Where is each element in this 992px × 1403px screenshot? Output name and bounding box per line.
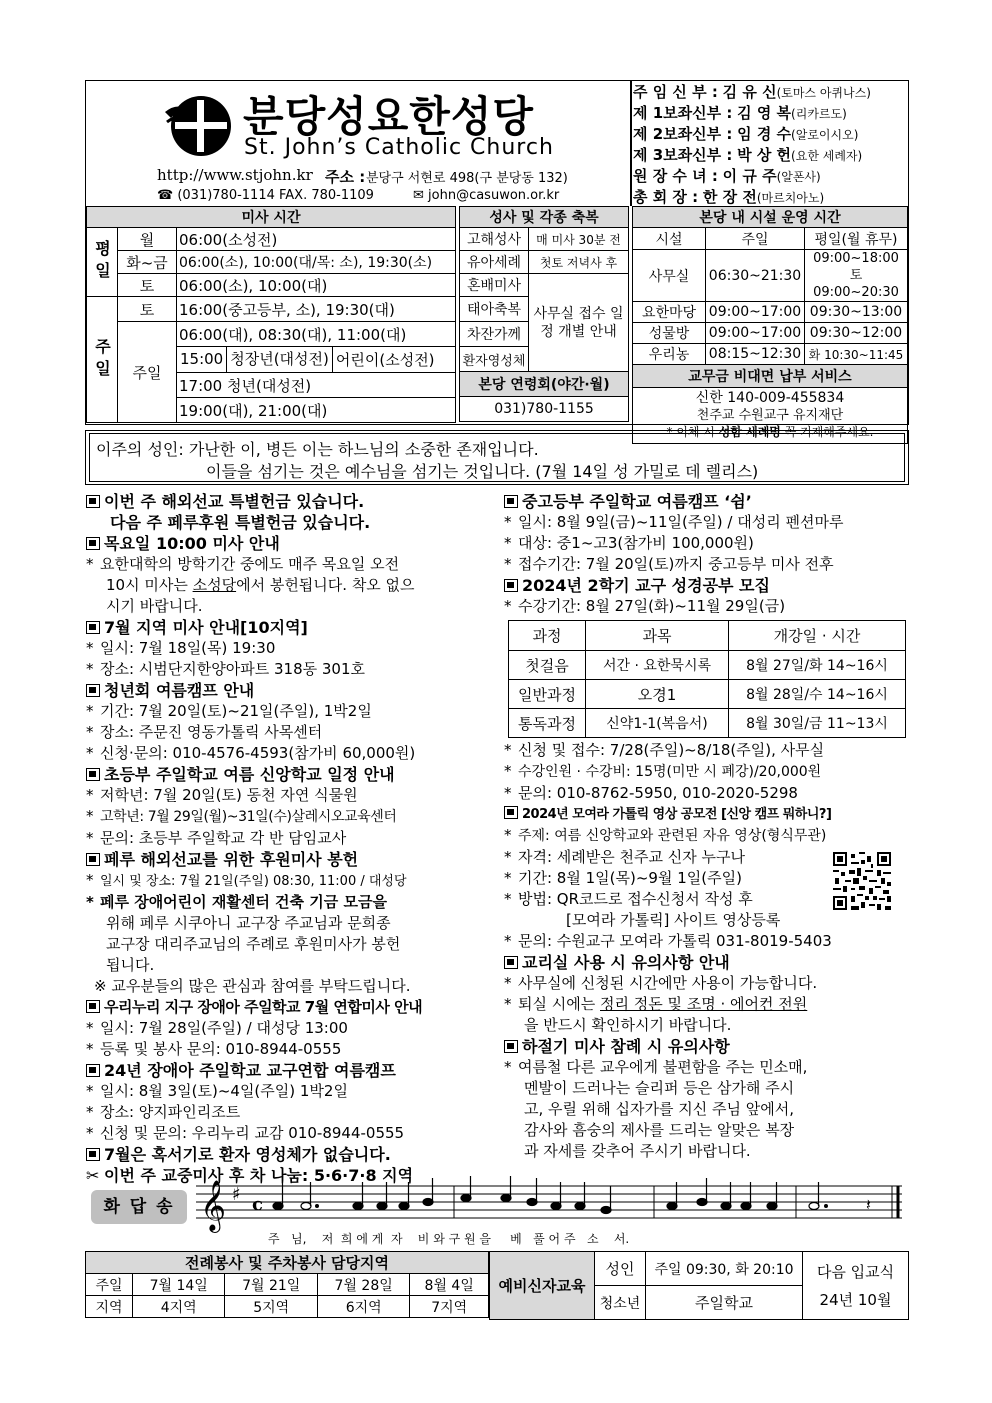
notice-title: 교리실 사용 시 유의사항 안내 [522,953,730,972]
notice-title: 다음 주 페루후원 특별헌금 있습니다. [110,513,371,532]
clergy-baptismal: (알폰사) [776,170,821,184]
catechumen-title: 예비신자교육 [490,1252,595,1320]
clergy-baptismal: (리카르도) [791,107,847,121]
clergy-role: 제 2보좌신부 : [633,125,733,143]
clergy-role: 주 임 신 부 : [633,83,718,101]
notice-icon [86,853,100,866]
clergy-row [633,166,907,187]
saint-line-1: 이주의 성인: 가난한 이, 병든 이는 하느님의 소중한 존재입니다. [96,440,539,459]
notice-icon [504,1040,518,1053]
address-text: 분당구 서현로 498(구 분당동 132) [366,171,568,186]
qr-code-icon[interactable] [833,852,891,910]
notice-text: 일시: 7월 18일(목) 19:30 [100,639,276,657]
notice-icon [86,684,100,697]
bs-header: 과목 [586,621,729,651]
notice-text: 고, 우릴 위해 십자가를 지신 주님 앞에서, [524,1100,794,1118]
notice-title: 중고등부 주일학교 여름캠프 ‘쉼’ [522,492,752,511]
clergy-row [633,145,907,166]
right-column: 중고등부 주일학교 여름캠프 ‘쉼’ * 일시: 8월 9일(금)~11일(주일) / 대성리 펜션마루 * 대상: 중1~고3(참가비 100,000원) * 접수기간: 7월 20일(토)까지 중고등부 미사 전후 2024년 2학기 교구 성경공부 모집 * 수강기간: 8월 27일(화)~11월 29일(금) 과정 과목 개강일 · 시간 첫걸음 서간 · 요한묵시록 8월 27일/화 14~16시 일반과정 오경1 8월 28일/수 14~16시 통독과정 신약1-1(복음서) 8월 30일/금 11~13시 * 신청 및 접수: 7/28(주일)~8/18(주일), 사무실 * 수강인원 · 수강비: 15명(미만 시 폐강)/20,000원 * 문의: 010-8762-5950, 010-2020-5298 2024년 모여라 가톨릭 영상 공모전 [신앙 캠프 뭐하니?] * 주제: 여름 신앙학교와 관련된 자유 영상(형식무관) * 자격: 세례받은 천주교 신자 누구나 * 기간: 8월 1일(목)~9월 1일(주일) * 방법: QR코드로 접수신청서 작성 후 [모여라 가톨릭] 사이트 영상등록 * 문의: 수원교구 모여라 가톨릭 031-8019-5403 교리실 사용 시 유의사항 안내 * 사무실에 신청된 시간에만 사용이 가능합니다. * 퇴실 시에는 정리 정돈 및 조명 · 에어컨 전원 을 반드시 확인하시기 바랍니다. 하절기 미사 참례 시 유의사항 * 여름철 다른 교우에게 불편함을 주는 민소매, 멘발이 드러나는 슬리퍼 등은 삼가해 주시 고, 우릴 위해 십자가를 지신 주님 앞에서, 감사와 흠숭의 제사를 드리는 알맞은 복장 과 자세를 갖추어 주시기 바랍니다. [504,491,909,1162]
notice-text: 신청 및 문의: 우리누리 교감 010-8944-0555 [100,1124,405,1142]
notice-text: 주제: 여름 신앙학교와 관련된 자유 영상(형식무관) [518,828,827,844]
fac-sun: 06:30~21:30 [706,250,805,302]
adult-time: 주일 09:30, 화 20:10 [646,1252,803,1286]
clergy-name: 이 규 주 [722,167,777,185]
clergy-row [633,103,907,124]
notice-text: 문의: 010-8762-5950, 010-2020-5298 [518,784,798,802]
sunday-time-2a: 15:00 [177,347,227,372]
fac-sun: 08:15~12:30 [706,344,805,365]
fac-weekday: 화 10:30~11:45 [805,344,908,365]
service-date: 8월 4일 [410,1274,489,1296]
clergy-name: 박 상 헌 [737,146,792,164]
notice-text: 시기 바랍니다. [106,597,203,615]
notice-text: 감사와 흠숭의 제사를 드리는 알맞은 복장 [524,1121,795,1139]
service-area: 4지역 [133,1296,225,1318]
youth-time: 주일학교 [646,1286,803,1320]
sunday-day: 주일 [118,322,177,423]
sunday-time-2b: 청장년(대성전) [227,347,333,372]
notice-text: 과 자세를 갖추어 주시기 바랍니다. [524,1142,751,1160]
clergy-baptismal: (알로이시오) [791,128,859,142]
mass-day: 화~금 [118,251,177,274]
weekday-label: 평일 [87,228,118,297]
saint-line-2: 이들을 섬기는 것은 예수님을 섬기는 것입니다. (7월 14일 성 가밀로 데 렐리스) [206,462,759,481]
service-area: 7지역 [410,1296,489,1318]
notice-text: 일시: 8월 9일(금)~11일(주일) / 대성리 펜션마루 [518,513,844,531]
adult-label: 성인 [595,1252,646,1286]
notice-title: 이번 주 해외선교 특별헌금 있습니다. [104,492,365,511]
notice-icon [504,956,518,969]
sacrament-name: 태아축복 [460,297,529,322]
service-date: 7월 14일 [133,1274,225,1296]
service-area: 6지역 [317,1296,409,1318]
clergy-role: 제 1보좌신부 : [633,104,733,122]
bs-schedule: 8월 28일/수 14~16시 [729,680,906,709]
sacrament-name: 혼배미사 [460,274,529,297]
header-divider [630,80,632,206]
notice-text: 요한대학의 방학기간 중에도 매주 목요일 오전 [100,555,400,573]
notice-title: 7월 지역 미사 안내[10지역] [104,618,308,637]
fac-weekday: 09:30~13:00 [805,302,908,323]
fac-header: 평일(월 휴무) [805,228,908,250]
sunday-time-4: 19:00(대), 21:00(대) [177,398,456,423]
fac-weekday: 09:00~18:00 [813,251,899,266]
notice-text: 교구장 대리주교님의 주례로 후원미사가 봉헌 [106,935,401,953]
next-label: 다음 입교식 [816,1262,895,1281]
sacrament-name: 고해성사 [460,228,529,251]
notice-text: 장소: 양지파인리조트 [100,1103,241,1121]
sacraments-title: 성사 및 각종 축복 [460,207,629,228]
service-date: 7월 28일 [317,1274,409,1296]
notice-text: 페루 장애어린이 재활센터 건축 기금 모금을 [100,893,387,911]
fac-header: 주일 [706,228,805,250]
clergy-role: 총 회 장 : [633,188,699,206]
notice-icon [86,621,100,634]
notice-text: 수강인원 · 수강비: 15명(미만 시 폐강)/20,000원 [518,764,822,780]
mass-time: 06:00(소), 10:00(대/목: 소), 19:30(소) [177,251,456,274]
notice-text: 위해 페루 시쿠아니 교구장 주교님과 문희종 [106,914,391,932]
notice-icon [504,495,518,508]
notice-text: 일시 및 장소: 7월 21일(주일) 08:30, 11:00 / 대성당 [100,874,407,889]
clergy-row [633,82,907,103]
bs-course: 첫걸음 [509,651,586,680]
bs-subject: 서간 · 요한묵시록 [586,651,729,680]
mass-time-table [86,206,456,423]
notice-title: 이번 주 교중미사 후 차 나눔: 5·6·7·8 지역 [104,1166,414,1185]
notice-text: 사무실에 신청된 시간에만 사용이 가능합니다. [518,974,818,992]
mass-title: 미사 시간 [87,207,456,228]
sacrament-name: 환자영성체 [460,347,529,372]
notice-text: 퇴실 시에는 [518,995,600,1013]
notice-text: 기간: 8월 1일(목)~9월 1일(주일) [518,869,742,887]
notice-text: 일시: 8월 3일(토)~4일(주일) 1박2일 [100,1082,348,1100]
notice-text: 멘발이 드러나는 슬리퍼 등은 삼가해 주시 [524,1079,795,1097]
office-note: 사무실 접수 일정 개별 안내 [529,274,629,372]
contact-phone: 031)780-1155 [460,397,629,422]
notice-underline: 소성당 [192,576,237,594]
facilities-title: 본당 내 시설 운영 시간 [633,207,908,228]
notice-title: 목요일 10:00 미사 안내 [104,534,280,553]
clergy-name: 김 영 복 [737,104,792,122]
notice-title: 초등부 주일학교 여름 신앙학교 일정 안내 [104,765,395,784]
clergy-baptismal: (토마스 아퀴나스) [776,86,871,100]
row-label: 주일 [86,1274,133,1296]
sacrament-name: 차잔가께 [460,322,529,347]
notice-text: 에서 봉헌됩니다. 착오 없으 [236,576,415,594]
clergy-row [633,124,907,145]
notice-text: 수강기간: 8월 27일(화)~11월 29일(금) [518,597,786,615]
psalm-label: 화 답 송 [91,1190,187,1224]
clergy-name: 임 경 수 [737,125,792,143]
notice-text: 신청·문의: 010-4576-4593(참가비 60,000원) [100,744,416,762]
notice-text: 여름철 다른 교우에게 불편함을 주는 민소매, [518,1058,808,1076]
notice-text: 고학년: 7월 29일(월)~31일(수)살레시오교육센터 [100,809,397,825]
bs-course: 일반과정 [509,680,586,709]
sunday-time-3: 17:00 청년(대성전) [177,373,456,398]
phone-fax: ☎ (031)780-1114 FAX. 780-1109 [157,188,374,203]
sacrament-name: 유아세례 [460,251,529,274]
clergy-baptismal: (마르치아노) [756,191,825,205]
notice-title: 청년회 여름캠프 안내 [104,681,255,700]
bible-study-table [508,620,906,738]
clergy-role: 원 장 수 녀 : [633,167,718,185]
notice-text: 됩니다. [106,956,155,974]
sunday-time-2c: 어린이(소성전) [335,351,435,369]
fac-sun: 09:00~17:00 [706,323,805,344]
donation-account: 신한 140-009-455834 [695,390,845,406]
church-name: 분당성요한성당 [243,92,535,141]
clergy-row [633,187,907,208]
psalm-lyrics: 주 님, 저 희 에 게 자 비 와 구 원 을 베 풀 어 주 소 서. [268,1232,630,1246]
fac-name: 사무실 [633,250,706,302]
clergy-name: 한 장 전 [702,188,757,206]
donation-note-pre: * 이체 시 [666,425,719,439]
bs-schedule: 8월 30일/금 11~13시 [729,709,906,738]
service-title: 전례봉사 및 주차봉사 담당지역 [86,1252,489,1274]
notice-text: 접수기간: 7월 20일(토)까지 중고등부 미사 전후 [518,555,834,573]
notice-icon [86,1000,100,1013]
svg-text:♯: ♯ [232,1184,241,1205]
notice-text: 일시: 7월 28일(주일) / 대성당 13:00 [100,1019,348,1037]
bs-subject: 신약1-1(복음서) [586,709,729,738]
next-date: 24년 10월 [819,1290,892,1309]
bs-subject: 오경1 [586,680,729,709]
svg-text:𝄽: 𝄽 [866,1195,871,1214]
notice-text: 방법: QR코드로 접수신청서 작성 후 [518,890,753,908]
bs-header: 개강일 · 시간 [729,621,906,651]
notice-title: 하절기 미사 참례 시 유의사항 [522,1037,730,1056]
sacrament-time: 첫토 저녁사 후 [529,251,629,274]
notice-title: 2024년 2학기 교구 성경공부 모집 [522,576,770,595]
notice-title: 페루 해외선교를 위한 후원미사 봉헌 [104,850,359,869]
website-link[interactable]: http://www.stjohn.kr [157,166,313,184]
notice-icon [86,768,100,781]
notice-title: 우리누리 지구 장애아 주일학교 7월 연합미사 안내 [104,998,423,1016]
notice-icon [86,537,100,550]
service-date: 7월 21일 [225,1274,317,1296]
address-label: 주소 : [325,168,366,186]
notice-text: 장소: 주문진 영동가톨릭 사목센터 [100,723,323,741]
fac-sun: 09:00~17:00 [706,302,805,323]
contact-title: 본당 연령회(야간·월) [460,372,629,397]
notice-icon [86,1148,100,1161]
sunday-label: 주일 [87,297,118,423]
svg-text:𝄞: 𝄞 [200,1180,227,1231]
email-link[interactable]: ✉ john@casuwon.or.kr [413,188,560,203]
donation-title: 교무금 비대면 납부 서비스 [633,365,908,388]
notice-text: ※ 교우분들의 많은 관심과 참여를 부탁드립니다. [94,977,411,995]
clergy-list [633,82,907,208]
service-area-table [85,1251,489,1318]
church-logo-icon [163,92,235,160]
bs-header: 과정 [509,621,586,651]
notice-text: 문의: 수원교구 모여라 가톨릭 031-8019-5403 [518,932,832,950]
notice-text: 문의: 초등부 주일학교 각 반 담임교사 [100,829,347,847]
fac-header: 시설 [633,228,706,250]
fac-name: 요한마당 [633,302,706,323]
bs-course: 통독과정 [509,709,586,738]
notice-text: 장소: 시범단지한양아파트 318동 301호 [100,660,365,678]
notice-text: 기간: 7월 20일(토)~21일(주일), 1박2일 [100,702,372,720]
mass-day: 토 [118,297,177,322]
notice-icon [86,1064,100,1077]
notice-text: 등록 및 봉사 문의: 010-8944-0555 [100,1040,342,1058]
catechumen-table [489,1251,909,1320]
fac-name: 성물방 [633,323,706,344]
notice-icon [504,806,518,819]
mass-day: 토 [118,274,177,297]
donation-note-post: 꼭 기재해주세요. [780,425,874,439]
row-label: 지역 [86,1296,133,1318]
sacraments-table [459,206,629,422]
notice-text: [모여라 가톨릭] 사이트 영상등록 [566,911,781,929]
church-name-en: St. John’s Catholic Church [244,135,554,160]
notice-text: 10시 미사는 [106,576,193,594]
sacrament-time: 매 미사 30분 전 [529,228,629,251]
youth-label: 청소년 [595,1286,646,1320]
notice-icon [504,579,518,592]
mass-time: 16:00(중고등부, 소), 19:30(대) [177,297,456,322]
left-column: 이번 주 해외선교 특별헌금 있습니다. 다음 주 페루후원 특별헌금 있습니다. 목요일 10:00 미사 안내 * 요한대학의 방학기간 중에도 매주 목요일 오전 10시 미사는 소성당에서 봉헌됩니다. 착오 없으 시기 바랍니다. 7월 지역 미사 안내[10지역] * 일시: 7월 18일(목) 19:30 * 장소: 시범단지한양아파트 318동 301호 청년회 여름캠프 안내 * 기간: 7월 20일(토)~21일(주일), 1박2일 * 장소: 주문진 영동가톨릭 사목센터 * 신청·문의: 010-4576-4593(참가비 60,000원) 초등부 주일학교 여름 신앙학교 일정 안내 * 저학년: 7월 20일(토) 동천 자연 식물원 * 고학년: 7월 29일(월)~31일(수)살레시오교육센터 * 문의: 초등부 주일학교 각 반 담임교사 페루 해외선교를 위한 후원미사 봉헌 * 일시 및 장소: 7월 21일(주일) 08:30, 11:00 / 대성당 * 페루 장애어린이 재활센터 건축 기금 모금을 위해 페루 시쿠아니 교구장 주교님과 문희종 교구장 대리주교님의 주례로 후원미사가 봉헌 됩니다. ※ 교우분들의 많은 관심과 참여를 부탁드립니다. 우리누리 지구 장애아 주일학교 7월 연합미사 안내 * 일시: 7월 28일(주일) / 대성당 13:00 * 등록 및 봉사 문의: 010-8944-0555 24년 장애아 주일학교 교구연합 여름캠프 * 일시: 8월 3일(토)~4일(주일) 1박2일 * 장소: 양지파인리조트 * 신청 및 문의: 우리누리 교감 010-8944-0555 7월은 혹서기로 환자 영성체가 없습니다. ✂ 이번 주 교중미사 후 차 나눔: 5·6·7·8 지역 [86,491,496,1186]
notice-title: 7월은 혹서기로 환자 영성체가 없습니다. [104,1145,391,1164]
notice-text: 을 반드시 확인하시기 바랍니다. [524,1016,732,1034]
clergy-baptismal: (요한 세례자) [791,149,863,163]
mass-day: 월 [118,228,177,251]
fac-name: 우리농 [633,344,706,365]
donation-note-bold: 성함 세례명 [718,425,781,439]
mass-time: 06:00(소성전) [177,228,456,251]
notice-text: 신청 및 접수: 7/28(주일)~8/18(주일), 사무실 [518,741,825,759]
sunday-time-1: 06:00(대), 08:30(대), 11:00(대) [177,322,456,347]
psalm-music-staff [196,1176,906,1236]
fac-saturday: 토 09:00~20:30 [813,268,899,300]
notice-text: 저학년: 7월 20일(토) 동천 자연 식물원 [100,786,358,804]
notice-text: 자격: 세례받은 천주교 신자 누구나 [518,848,745,866]
svg-text:c: c [252,1194,263,1215]
fac-weekday: 09:30~12:00 [805,323,908,344]
donation-holder: 천주교 수원교구 유지재단 [696,408,844,423]
bs-schedule: 8월 27일/화 14~16시 [729,651,906,680]
facilities-table [632,206,908,444]
notice-text: 대상: 중1~고3(참가비 100,000원) [518,534,754,552]
notice-title: 24년 장애아 주일학교 교구연합 여름캠프 [104,1061,396,1080]
clergy-name: 김 유 신 [722,83,777,101]
notice-title: 2024년 모여라 가톨릭 영상 공모전 [신앙 캠프 뭐하니?] [522,807,832,822]
notice-underline: 정리 정돈 및 조명 · 에어컨 전원 [600,995,808,1013]
service-area: 5지역 [225,1296,317,1318]
clergy-role: 제 3보좌신부 : [633,146,733,164]
mass-time: 06:00(소), 10:00(대) [177,274,456,297]
scissors-icon: ✂ [86,1166,100,1185]
notice-icon [86,495,100,508]
